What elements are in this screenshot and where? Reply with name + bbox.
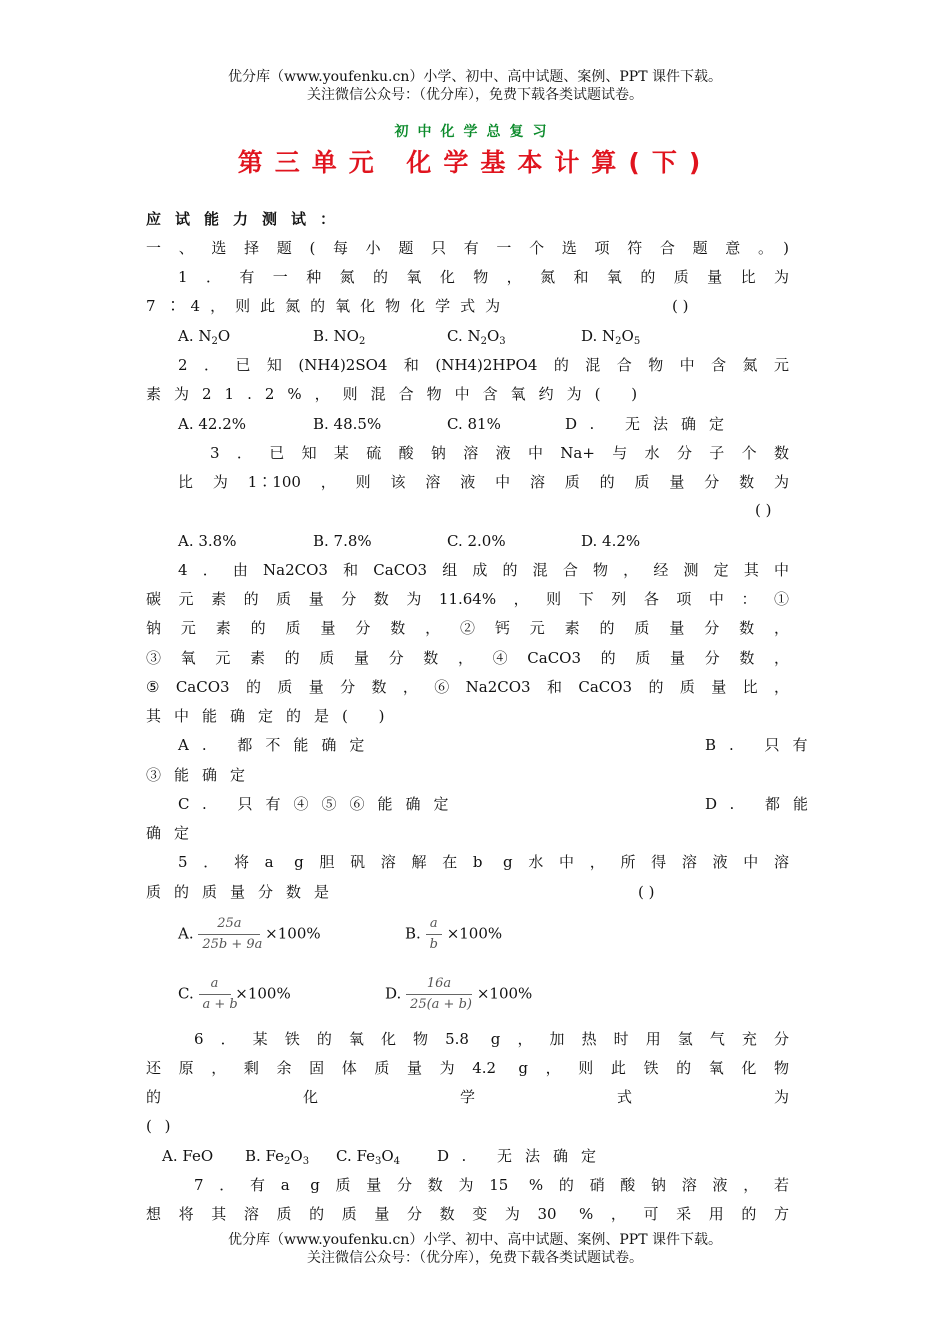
q3-paren: ( ) bbox=[755, 501, 772, 519]
q3-option-d: D. 4.2% bbox=[581, 532, 641, 550]
q2-option-d: D. 无法确定 bbox=[565, 415, 738, 433]
series-title: 初中化学总复习 bbox=[394, 124, 556, 140]
page-footer-line2: 关注微信公众号：（优分库），免费下载各类试题试卷。 bbox=[307, 1250, 643, 1266]
q1-line2-text: 7∶4，则此氮的氧化物化学式为 bbox=[146, 297, 511, 315]
q5-line1: 5．将a g胆矾溶解在b g水中，所得溶液中溶 bbox=[178, 853, 789, 871]
q3-line2: 比为1∶100，则该溶液中溶质的质量分数为 bbox=[178, 473, 789, 491]
q5-line2: 质的质量分数是 bbox=[146, 883, 343, 901]
q5-option-a: A. $\frac{25a}{25b + 9a}$ ×100% bbox=[178, 916, 321, 952]
q1-option-c: C. $N_2O_3$ bbox=[447, 327, 506, 347]
q4-line2: 碳元素的质量分数为11.64%，则下列各项中：① bbox=[146, 590, 789, 608]
page-header-line2: 关注微信公众号：（优分库），免费下载各类试题试卷。 bbox=[307, 87, 643, 103]
q4-option-a: A. 都不能确定 bbox=[178, 736, 378, 754]
q5-paren: ( ) bbox=[638, 883, 655, 901]
q6-line2: 还原，剩余固体质量为4.2 g，则此铁的氧化物 bbox=[146, 1059, 789, 1077]
q4-option-d-cont: 确定 bbox=[146, 824, 203, 842]
q4-line5: ⑤CaCO3的质量分数，⑥Na2CO3和CaCO3的质量比， bbox=[146, 678, 789, 696]
q4-option-b-cont: ③能确定 bbox=[146, 766, 259, 784]
q1-line2 bbox=[146, 296, 789, 316]
section-heading: 应试能力测试： bbox=[146, 210, 350, 228]
q6-line4: ( ) bbox=[146, 1117, 175, 1135]
page-footer-line1: 优分库（www.youfenku.cn）小学、初中、高中试题、案例、PPT 课件下载。 bbox=[227, 1232, 722, 1248]
q3-option-b: B. 7.8% bbox=[313, 532, 372, 550]
q1-line1: 1．有一种氮的氧化物，氮和氧的质量比为 bbox=[178, 268, 789, 286]
q4-line4: ③氧元素的质量分数，④CaCO3的质量分数， bbox=[146, 649, 789, 667]
q2-option-c: C. 81% bbox=[447, 415, 501, 433]
q6-option-a: A. FeO bbox=[162, 1147, 214, 1165]
q3-option-a: A. 3.8% bbox=[178, 532, 237, 550]
q6-line3: 的化学式为 bbox=[146, 1088, 789, 1106]
q4-line3: 钠元素的质量分数，②钙元素的质量分数， bbox=[146, 619, 789, 637]
q1-option-b: B. $NO_2$ bbox=[313, 327, 366, 347]
q4-option-b: B. 只有 bbox=[705, 736, 821, 754]
q2-line1: 2．已知(NH4)2SO4和(NH4)2HPO4的混合物中含氮元 bbox=[178, 356, 789, 374]
q4-line1: 4．由Na2CO3和CaCO3组成的混合物，经测定其中 bbox=[178, 561, 789, 579]
q2-option-a: A. 42.2% bbox=[178, 415, 247, 433]
q7-line2: 想将其溶质的质量分数变为30 %，可采用的方 bbox=[146, 1205, 789, 1223]
q5-option-d: D. $\frac{16a}{25(a + b)}$ ×100% bbox=[385, 976, 533, 1012]
q5-option-c: C. $\frac{a}{a + b}$ ×100% bbox=[178, 976, 291, 1012]
q4-option-d: D. 都能 bbox=[705, 795, 822, 813]
q1-option-a: A. $N_2O$ bbox=[178, 327, 231, 347]
q6-line1: 6．某铁的氧化物5.8 g，加热时用氢气充分 bbox=[194, 1030, 789, 1048]
page-header-line1: 优分库（www.youfenku.cn）小学、初中、高中试题、案例、PPT 课件下载。 bbox=[227, 69, 722, 85]
q6-option-b: B. $Fe_2O_3$ bbox=[245, 1147, 310, 1167]
q7-line1: 7．有a g质量分数为15 %的硝酸钠溶液，若 bbox=[194, 1176, 789, 1194]
q3-option-c: C. 2.0% bbox=[447, 532, 506, 550]
q4-line6: 其中能确定的是( ) bbox=[146, 707, 398, 725]
q3-line1: 3．已知某硫酸钠溶液中Na+与水分子个数 bbox=[210, 444, 789, 462]
unit-title: 第三单元 化学基本计算(下) bbox=[237, 148, 713, 177]
q5-option-b: B. $\frac{a}{b}$ ×100% bbox=[405, 916, 503, 952]
q6-option-c: C. $Fe_3O_4$ bbox=[336, 1147, 401, 1167]
q4-option-c: C. 只有④⑤⑥能确定 bbox=[178, 795, 462, 813]
q1-option-d: D. $N_2O_5$ bbox=[581, 327, 641, 347]
q2-line2: 素为21.2%，则混合物中含氧约为( ) bbox=[146, 385, 651, 403]
q2-option-b: B. 48.5% bbox=[313, 415, 382, 433]
part1-heading: 一、选择题(每小题只有一个选项符合题意。) bbox=[146, 239, 789, 257]
q6-option-d: D. 无法确定 bbox=[437, 1147, 610, 1165]
q1-paren: ( ) bbox=[672, 297, 689, 315]
